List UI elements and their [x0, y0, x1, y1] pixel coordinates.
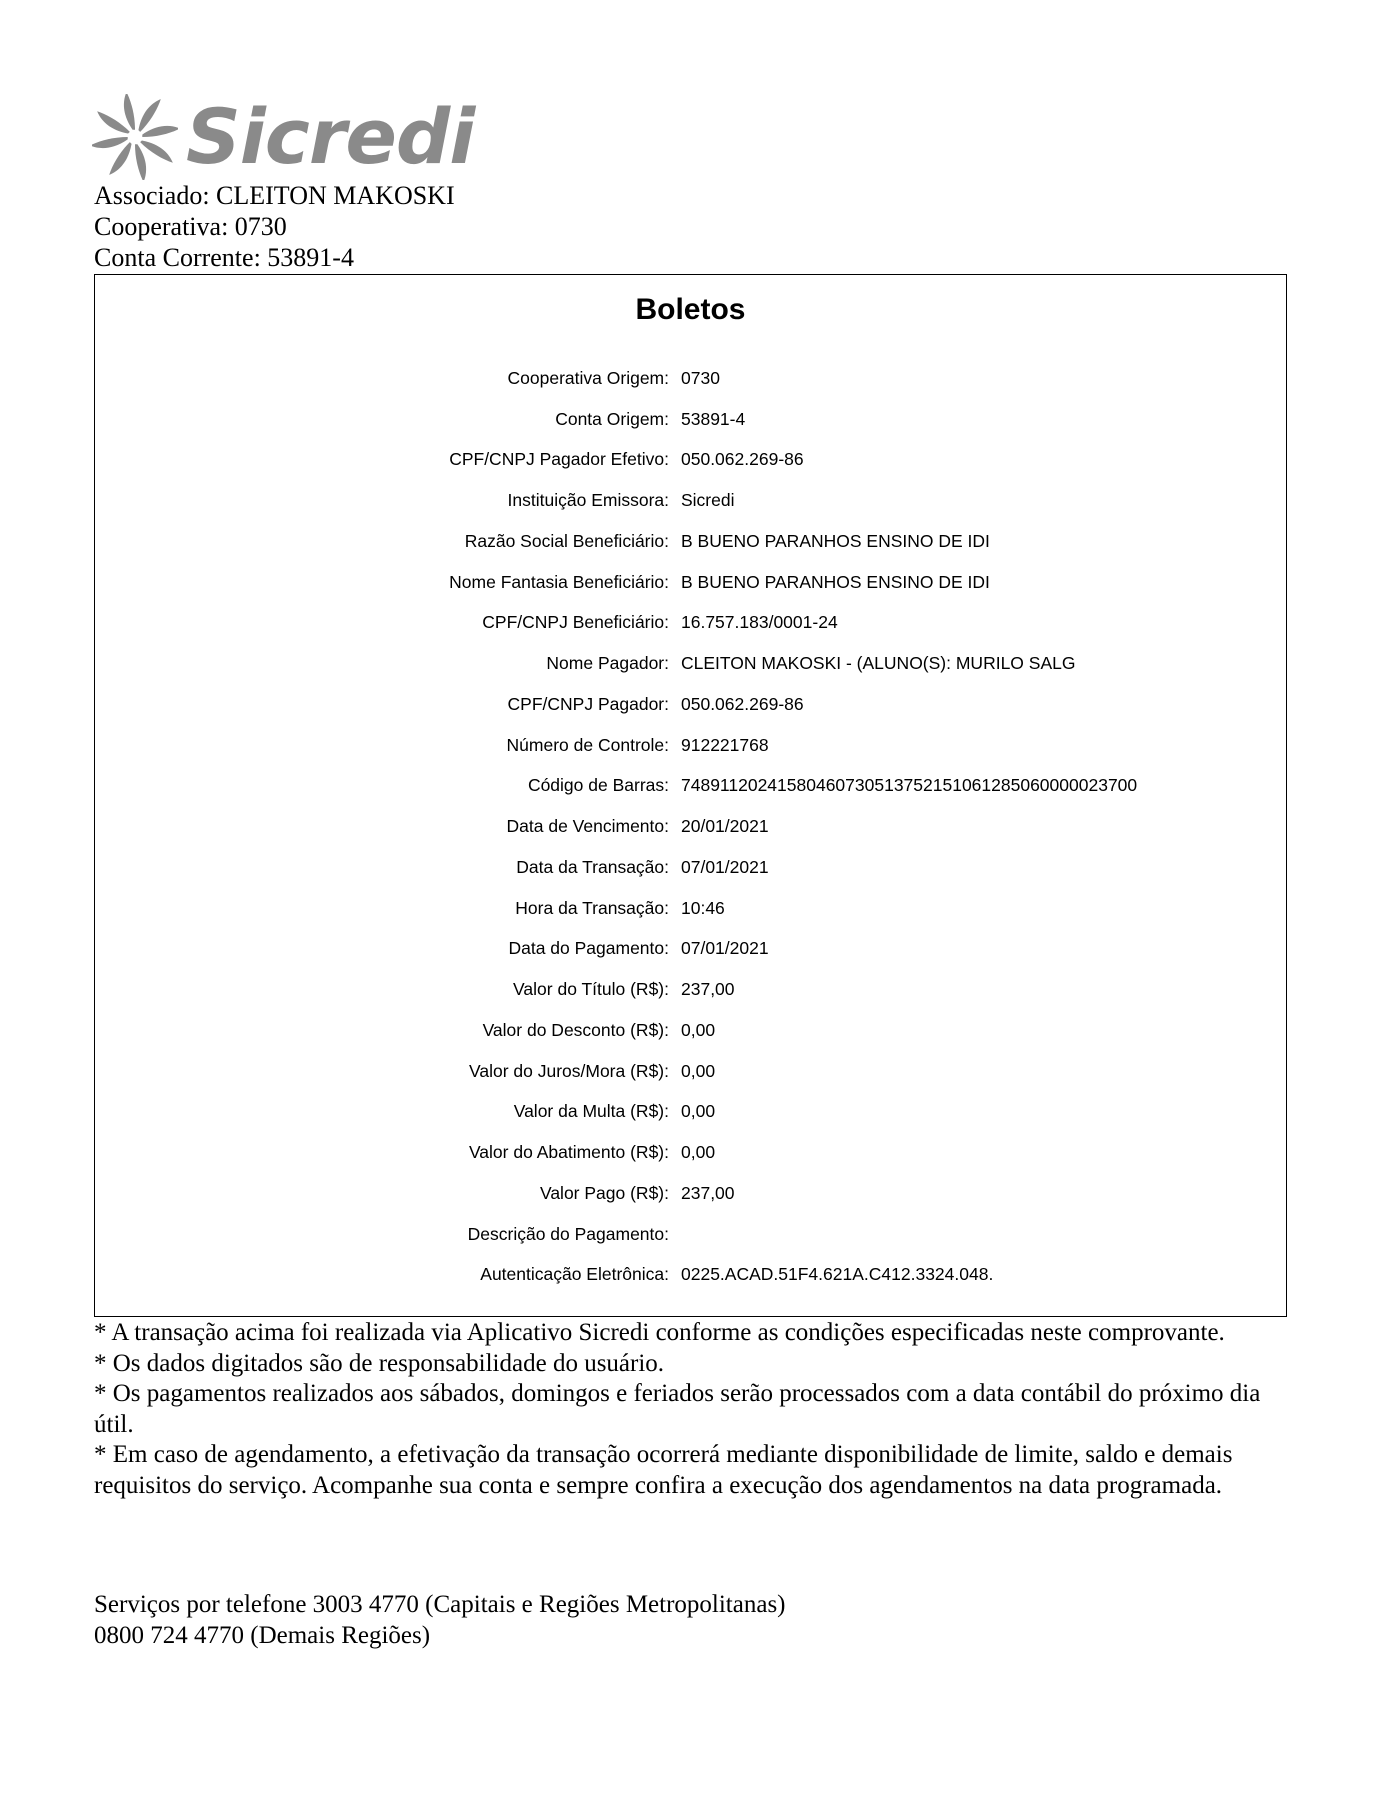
note-item: * Os pagamentos realizados aos sábados, domingos e feriados serão processados com a data contábil do próximo dia útil. [94, 1380, 1261, 1438]
row-label: Instituição Emissora: [507, 490, 669, 511]
row-label: CPF/CNPJ Pagador: [507, 693, 669, 714]
row-label: CPF/CNPJ Pagador Efetivo: [449, 449, 669, 470]
note-item: * Em caso de agendamento, a efetivação da transação ocorrerá mediante disponibilidade de limite, saldo e demais requisitos do serviço. Acompanhe sua conta e sempre confira a execução dos agendamentos na data programada. [94, 1441, 1233, 1499]
row-cooperativa-origem [95, 358, 1286, 399]
row-label: Valor da Multa (R$): [513, 1101, 669, 1122]
note-item: * A transação acima foi realizada via Aplicativo Sicredi conforme as condições especificadas neste comprovante. [94, 1319, 1225, 1346]
row-label: Cooperativa Origem: [507, 367, 669, 388]
row-label: Hora da Transação: [515, 897, 669, 918]
row-label: Data de Vencimento: [506, 816, 669, 837]
row-data-vencimento [95, 806, 1286, 847]
row-value: 912221768 [681, 734, 769, 755]
receipt-rows [95, 358, 1286, 1295]
row-value: 07/01/2021 [681, 938, 769, 959]
row-valor-titulo [95, 969, 1286, 1010]
row-valor-pago [95, 1173, 1286, 1214]
row-value: 07/01/2021 [681, 856, 769, 877]
note-item: * Os dados digitados são de responsabilidade do usuário. [94, 1349, 665, 1377]
receipt-title: Boletos [635, 293, 746, 326]
row-label: Valor do Abatimento (R$): [468, 1142, 669, 1163]
row-descricao-pagamento [95, 1214, 1286, 1255]
row-value: 0,00 [681, 1142, 716, 1163]
row-label: Valor do Título (R$): [513, 979, 669, 1000]
row-label: Descrição do Pagamento: [467, 1223, 669, 1244]
row-label: Valor do Juros/Mora (R$): [468, 1060, 669, 1081]
row-nome-pagador [95, 643, 1286, 684]
row-value: 10:46 [681, 897, 725, 918]
row-label: Nome Pagador: [546, 653, 669, 674]
row-valor-multa [95, 1092, 1286, 1133]
row-value: 0,00 [681, 1101, 716, 1122]
phone-line-capitais: Serviços por telefone 3003 4770 (Capitais e Regiões Metropolitanas) [94, 1591, 786, 1618]
row-data-pagamento [95, 929, 1286, 970]
phone-line-demais: 0800 724 4770 (Demais Regiões) [94, 1621, 431, 1649]
row-valor-juros [95, 1051, 1286, 1092]
row-numero-controle [95, 725, 1286, 766]
row-label: CPF/CNPJ Beneficiário: [482, 612, 669, 633]
row-value: 050.062.269-86 [681, 449, 804, 470]
sicredi-logo [92, 92, 474, 182]
row-conta-origem [95, 399, 1286, 440]
row-value: 16.757.183/0001-24 [681, 612, 838, 633]
logo-wordmark: Sicredi [186, 92, 475, 181]
conta-corrente-line: Conta Corrente: 53891-4 [94, 243, 354, 272]
row-value: 0730 [681, 367, 720, 388]
row-label: Valor do Desconto (R$): [482, 1019, 669, 1040]
row-razao-social [95, 521, 1286, 562]
row-cpf-pagador-efetivo [95, 440, 1286, 481]
phone-services [94, 1590, 786, 1651]
row-value: B BUENO PARANHOS ENSINO DE IDI [681, 530, 990, 551]
row-label: Conta Origem: [555, 408, 669, 429]
row-value: Sicredi [681, 490, 735, 511]
cooperativa-line: Cooperativa: 0730 [94, 212, 287, 241]
row-value: 53891-4 [681, 408, 746, 429]
row-label: Razão Social Beneficiário: [464, 530, 669, 551]
row-value: CLEITON MAKOSKI - (ALUNO(S): MURILO SALG [681, 653, 1076, 674]
row-autenticacao [95, 1255, 1286, 1296]
row-value: 0,00 [681, 1060, 716, 1081]
row-codigo-barras [95, 766, 1286, 807]
row-hora-transacao [95, 888, 1286, 929]
row-value: B BUENO PARANHOS ENSINO DE IDI [681, 571, 990, 592]
associado-line: Associado: CLEITON MAKOSKI [94, 181, 455, 210]
row-label: Data do Pagamento: [508, 938, 669, 959]
row-cpf-pagador [95, 684, 1286, 725]
row-value: 237,00 [681, 1182, 735, 1203]
receipt-box [94, 274, 1287, 1317]
row-cnpj-beneficiario [95, 603, 1286, 644]
row-value: 20/01/2021 [681, 816, 769, 837]
row-label: Código de Barras: [527, 775, 669, 796]
row-value: 050.062.269-86 [681, 693, 804, 714]
row-label: Autenticação Eletrônica: [480, 1264, 669, 1285]
row-label: Valor Pago (R$): [539, 1182, 669, 1203]
sicredi-pinwheel-icon [92, 94, 178, 180]
row-value: 237,00 [681, 979, 735, 1000]
disclaimer-notes [94, 1318, 1304, 1501]
row-label: Nome Fantasia Beneficiário: [449, 571, 669, 592]
account-header [94, 180, 455, 273]
row-valor-abatimento [95, 1132, 1286, 1173]
row-value: 74891120241580460730513752151061285060000023700 [681, 775, 1138, 796]
row-value: 0225.ACAD.51F4.621A.C412.3324.048. [681, 1264, 994, 1285]
row-value: 0,00 [681, 1019, 716, 1040]
row-instituicao-emissora [95, 480, 1286, 521]
row-label: Data da Transação: [516, 856, 669, 877]
row-label: Número de Controle: [506, 734, 669, 755]
row-valor-desconto [95, 1010, 1286, 1051]
row-nome-fantasia [95, 562, 1286, 603]
row-data-transacao [95, 847, 1286, 888]
